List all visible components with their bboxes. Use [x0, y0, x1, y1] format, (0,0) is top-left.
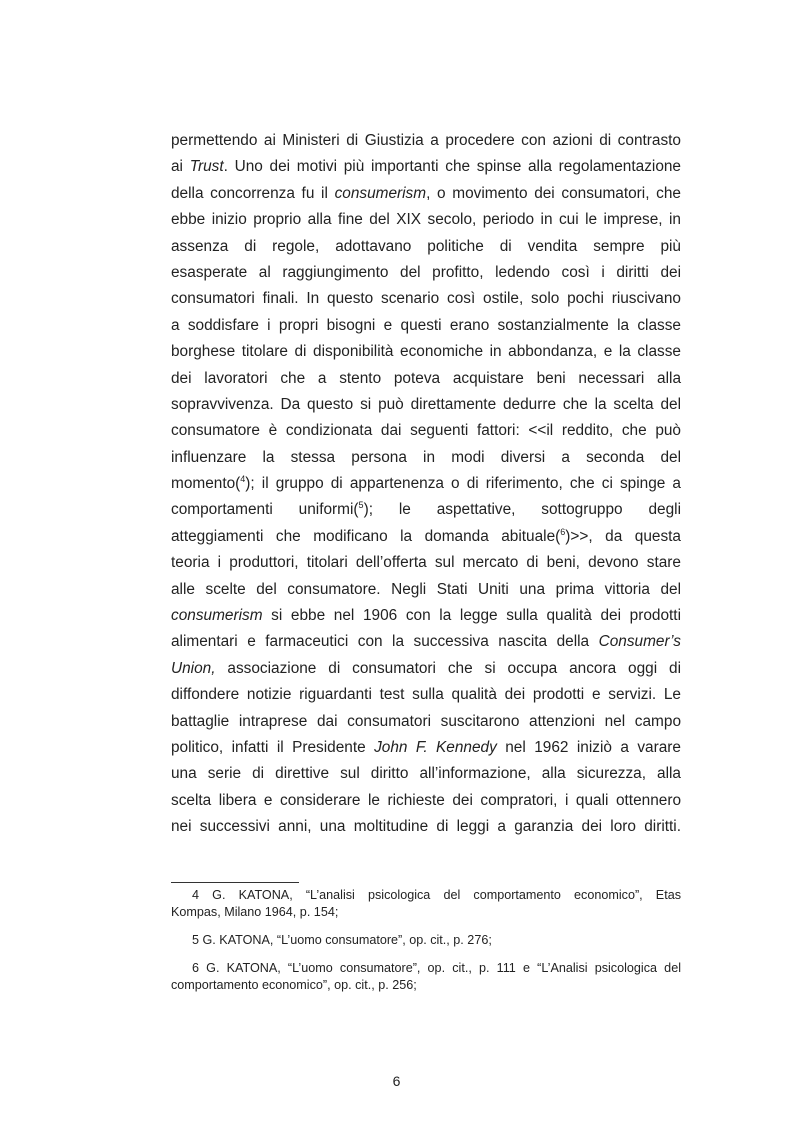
body-line	[171, 181, 681, 207]
footnote-5-line-1: 5 G. KATONA, “L’uomo consumatore”, op. cit., p. 276;	[192, 933, 492, 947]
body-line	[171, 339, 681, 365]
body-line	[171, 366, 681, 392]
text-segment: . Uno dei motivi più importanti che spinse alla regolamentazione	[223, 158, 681, 176]
body-line	[171, 234, 681, 260]
text-segment: nel 1962 iniziò a varare	[496, 738, 681, 756]
body-line	[171, 392, 681, 418]
text-segment: consumerism	[334, 184, 427, 202]
text-segment: a soddisfare i propri bisogni e questi erano sostanzialmente la classe	[171, 316, 681, 334]
footnote-6-line-2: comportamento economico”, op. cit., p. 256;	[171, 977, 417, 992]
text-segment: si ebbe nel 1906 con la legge sulla qualità dei prodotti	[262, 607, 681, 625]
text-segment: )>>, da questa	[565, 527, 681, 545]
text-segment: comportamenti uniformi(	[171, 501, 359, 519]
text-segment: sopravvivenza. Da questo si può direttamente dedurre che la scelta del	[171, 395, 681, 413]
page-number: 6	[392, 1073, 401, 1089]
body-line	[171, 445, 681, 471]
text-segment: una serie di direttive sul diritto all’informazione, alla sicurezza, alla	[171, 765, 681, 783]
text-segment: John F. Kennedy	[374, 738, 497, 756]
body-line	[171, 709, 681, 735]
text-segment: , o movimento dei consumatori, che	[426, 184, 681, 202]
body-line	[171, 761, 681, 787]
body-line	[171, 207, 681, 233]
body-paragraph	[171, 128, 681, 841]
body-line	[171, 550, 681, 576]
footnote-4-line-1: 4 G. KATONA, “L’analisi psicologica del comportamento economico”, Etas	[192, 888, 681, 902]
text-segment: consumatore è condizionata dai seguenti fattori: <<il reddito, che può	[171, 422, 681, 440]
text-segment: alle scelte del consumatore. Negli Stati Uniti una prima vittoria del	[171, 580, 681, 598]
body-line	[171, 286, 681, 312]
body-line	[171, 497, 681, 523]
text-segment: Consumer’s	[598, 633, 681, 651]
text-segment: nei successivi anni, una moltitudine di leggi a garanzia dei loro diritti.	[171, 818, 681, 836]
body-line	[171, 682, 681, 708]
body-line	[171, 788, 681, 814]
text-segment: della concorrenza fu il	[171, 184, 335, 202]
body-line	[171, 656, 681, 682]
footnote-reference: 4	[240, 474, 246, 485]
text-segment: teoria i produttori, titolari dell’offerta sul mercato di beni, devono stare	[171, 554, 681, 572]
text-segment: borghese titolare di disponibilità economiche in abbondanza, e la classe	[171, 343, 681, 361]
footnote-5	[171, 932, 681, 949]
text-segment: dei lavoratori che a stento poteva acquistare beni necessari alla	[171, 369, 681, 387]
text-segment: atteggiamenti che modificano la domanda abituale(	[171, 527, 561, 545]
body-line	[171, 418, 681, 444]
body-line	[171, 128, 681, 154]
text-segment: consumatori finali. In questo scenario così ostile, solo pochi riuscivano	[171, 290, 681, 308]
text-segment: influenzare la stessa persona in modi diversi a seconda del	[171, 448, 681, 466]
footnote-6	[171, 960, 681, 993]
body-line	[171, 471, 681, 497]
text-segment: permettendo ai Ministeri di Giustizia a procedere con azioni di contrasto	[171, 132, 681, 149]
footnote-separator	[171, 882, 299, 883]
text-segment: ); le aspettative, sottogruppo degli	[363, 501, 681, 519]
text-segment: consumerism	[171, 607, 263, 625]
text-segment: ); il gruppo di appartenenza o di riferimento, che ci spinge a	[245, 475, 681, 493]
text-segment: ai	[171, 158, 190, 176]
body-line	[171, 577, 681, 603]
footnote-reference: 5	[358, 500, 364, 511]
body-line	[171, 154, 681, 180]
text-segment: battaglie intraprese dai consumatori suscitarono attenzioni nel campo	[171, 712, 681, 730]
footnote-6-line-1: 6 G. KATONA, “L’uomo consumatore”, op. cit., p. 111 e “L’Analisi psicologica del	[192, 961, 681, 975]
text-segment: associazione di consumatori che si occupa ancora oggi di	[215, 659, 681, 677]
body-line	[171, 524, 681, 550]
text-segment: Union,	[171, 659, 216, 677]
text-segment: Trust	[189, 158, 224, 176]
footnote-4-line-2: Kompas, Milano 1964, p. 154;	[171, 904, 339, 919]
body-line	[171, 629, 681, 655]
text-segment: assenza di regole, adottavano politiche di vendita sempre più	[171, 237, 681, 255]
body-line	[171, 603, 681, 629]
footnote-reference: 6	[560, 526, 566, 537]
text-segment: esasperate al raggiungimento del profitto, ledendo così i diritti dei	[171, 263, 681, 281]
footnote-4	[171, 887, 681, 920]
text-segment: diffondere notizie riguardanti test sulla qualità dei prodotti e servizi. Le	[171, 686, 681, 704]
text-segment: politico, infatti il Presidente	[171, 738, 375, 756]
text-segment: alimentari e farmaceutici con la successiva nascita della	[171, 633, 599, 651]
body-line	[171, 735, 681, 761]
text-segment: momento(	[171, 475, 241, 493]
body-line	[171, 260, 681, 286]
text-segment: scelta libera e considerare le richieste dei compratori, i quali ottennero	[171, 791, 681, 809]
body-line	[171, 814, 681, 840]
text-segment: ebbe inizio proprio alla fine del XIX secolo, periodo in cui le imprese, in	[171, 211, 681, 229]
body-line	[171, 313, 681, 339]
